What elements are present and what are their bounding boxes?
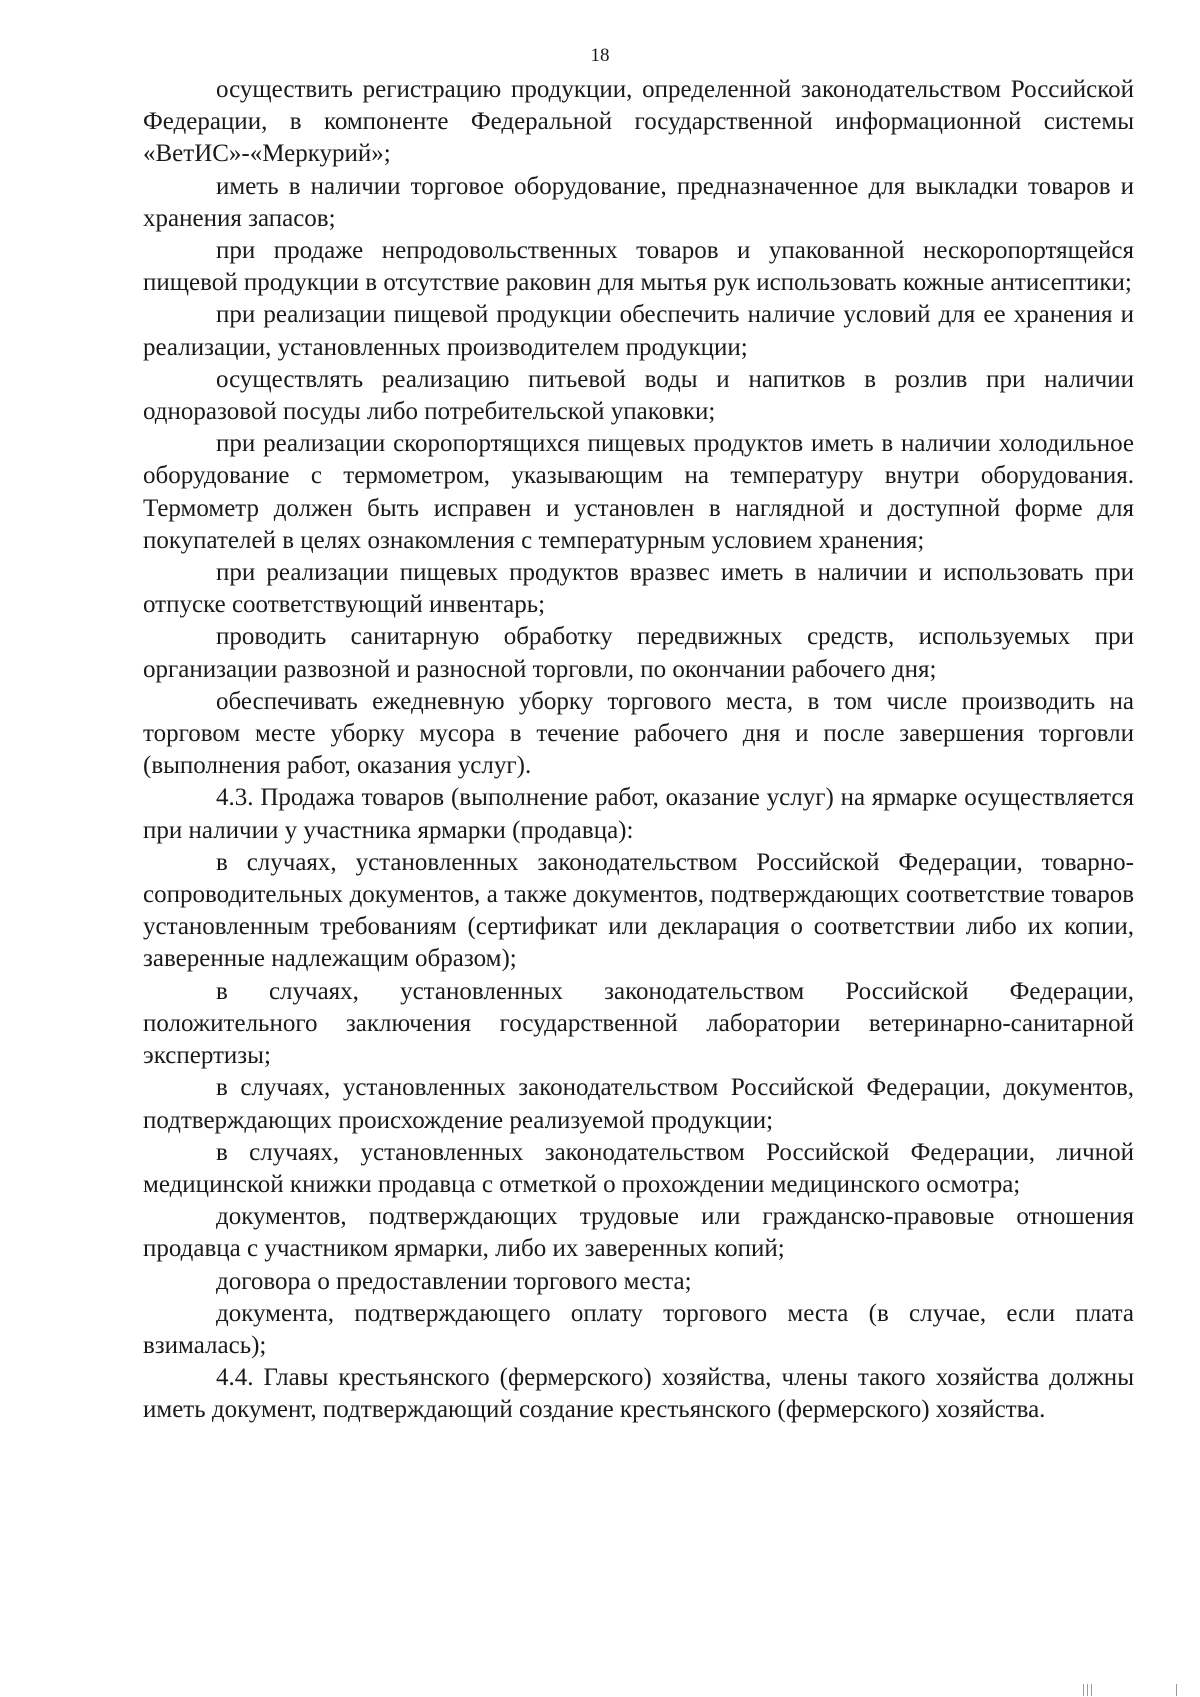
paragraph: при реализации пищевых продуктов вразвес иметь в наличии и использовать при отпуске соответствующий инвентарь; <box>143 559 1134 619</box>
paragraph: проводить санитарную обработку передвижных средств, используемых при организации развозной и разносной торговли, по окончании рабочего дня; <box>143 623 1134 683</box>
scan-artifact <box>1083 1684 1084 1696</box>
paragraph: при продаже непродовольственных товаров и упакованной нескоропортящейся пищевой продукции в отсутствие раковин для мытья рук использовать кожные антисептики; <box>143 237 1134 297</box>
paragraph: в случаях, установленных законодательством Российской Федерации, личной медицинской книжки продавца с отметкой о прохождении медицинского осмотра; <box>143 1138 1134 1198</box>
scan-artifact <box>1176 1684 1177 1696</box>
paragraph: договора о предоставлении торгового места; <box>216 1267 692 1295</box>
paragraph: при реализации скоропортящихся пищевых продуктов иметь в наличии холодильное оборудование с термометром, указывающим на температуру внутри оборудования. Термометр должен быть исправен и установлен в наглядной и доступной форме для покупателей в целях ознакомления с температурным условием хранения; <box>143 430 1134 554</box>
paragraph: документа, подтверждающего оплату торгового места (в случае, если плата взималась); <box>143 1299 1134 1359</box>
paragraph: обеспечивать ежедневную уборку торгового места, в том числе производить на торговом месте уборку мусора в течение рабочего дня и после завершения торговли (выполнения работ, оказания услуг). <box>143 687 1134 780</box>
document-body <box>143 74 1134 1427</box>
paragraph: осуществлять реализацию питьевой воды и напитков в розлив при наличии одноразовой посуды либо потребительской упаковки; <box>143 365 1134 426</box>
paragraph: иметь в наличии торговое оборудование, предназначенное для выкладки товаров и хранения запасов; <box>143 172 1134 232</box>
paragraph: при реализации пищевой продукции обеспечить наличие условий для ее хранения и реализации, установленных производителем продукции; <box>143 301 1134 361</box>
section-paragraph-4-3: 4.3. Продажа товаров (выполнение работ, оказание услуг) на ярмарке осуществляется при наличии у участника ярмарки (продавца): <box>143 784 1134 844</box>
paragraph: осуществить регистрацию продукции, определенной законодательством Российской Федерации, в компоненте Федеральной государственной информационной системы «ВетИС»-«Меркурий»; <box>143 76 1134 168</box>
paragraph: в случаях, установленных законодательством Российской Федерации, положительного заключения государственной лаборатории ветеринарно-санитарной экспертизы; <box>143 977 1134 1070</box>
page-number: 18 <box>590 45 610 66</box>
scan-artifact <box>1087 1684 1088 1696</box>
paragraph: в случаях, установленных законодательством Российской Федерации, товарно-сопроводительных документов, а также документов, подтверждающих соответствие товаров установленным требованиям (сертификат или декларация о соответствии либо их копии, заверенные надлежащим образом); <box>143 848 1134 973</box>
paragraph: в случаях, установленных законодательством Российской Федерации, документов, подтверждающих происхождение реализуемой продукции; <box>143 1074 1134 1134</box>
paragraph: документов, подтверждающих трудовые или гражданско-правовые отношения продавца с участником ярмарки, либо их заверенных копий; <box>143 1203 1134 1263</box>
section-paragraph-4-4: 4.4. Главы крестьянского (фермерского) хозяйства, члены такого хозяйства должны иметь документ, подтверждающий создание крестьянского (фермерского) хозяйства. <box>143 1364 1134 1424</box>
scan-artifact <box>1091 1684 1092 1696</box>
